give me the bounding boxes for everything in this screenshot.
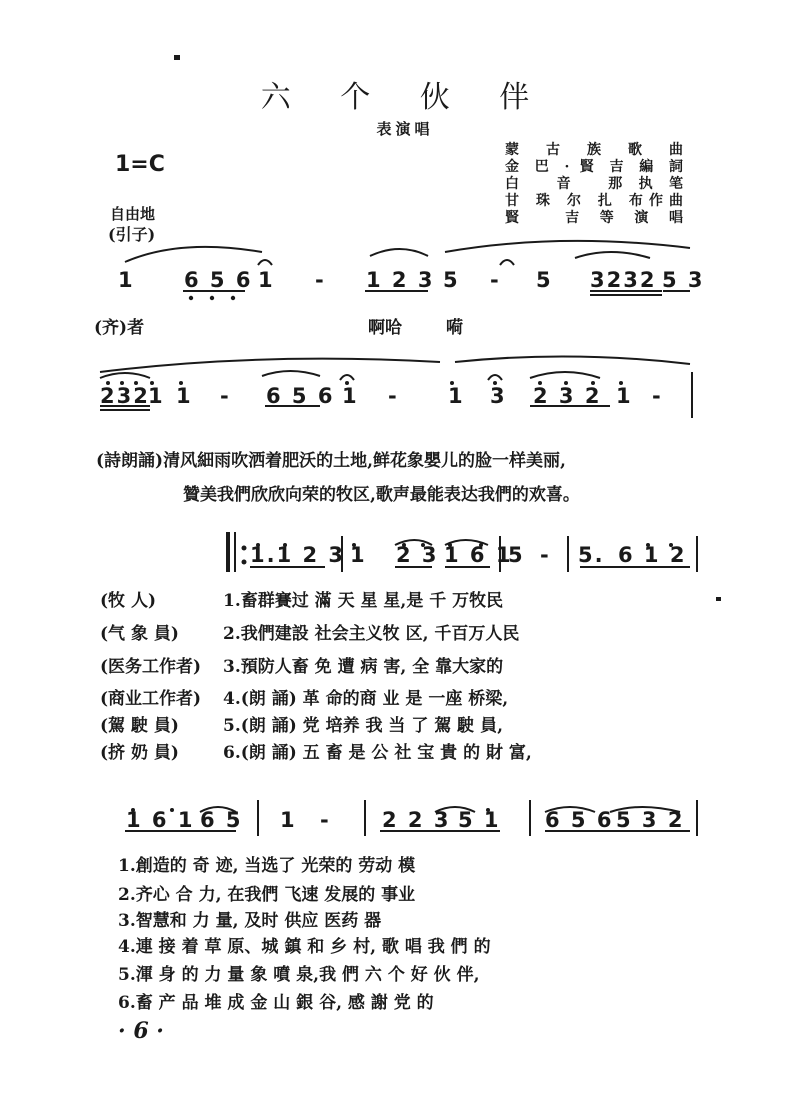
verse-a-note: 1 xyxy=(350,543,367,567)
recitation-line: (詩朗誦)清风細雨吹洒着肥沃的土地,鲜花象嬰儿的脸一样美丽, xyxy=(96,451,566,471)
verse-b-note: 2 2 3 xyxy=(382,808,451,832)
verse-a-text: 6.(朗 誦) 五 畜 是 公 社 宝 貴 的 財 富, xyxy=(223,743,532,763)
credit-line: 賢 吉等演唱 xyxy=(505,210,683,226)
verse-a-text: 2.我們建設 社会主义牧 区, 千百万人民 xyxy=(223,624,520,644)
verse-a-note: 5. xyxy=(578,543,605,567)
verse-b-note: 6 5 xyxy=(200,808,243,832)
verse-b-text: 2.齐心 合 力, 在我們 飞速 发展的 事业 xyxy=(118,885,416,905)
verse-b-note: 1 6 1 xyxy=(126,808,195,832)
intro-label: (引子) xyxy=(108,225,156,244)
song-subtitle: 表演唱 xyxy=(376,120,434,138)
verse-a-note: 5 xyxy=(508,543,525,567)
verse-b-text: 5.渾 身 的 力 量 象 噴 泉,我 們 六 个 好 伙 伴, xyxy=(118,965,480,985)
key-signature: 1=C xyxy=(115,152,165,177)
verse-a-role: (医务工作者) xyxy=(100,657,202,677)
verse-b-text: 1.創造的 奇 迹, 当选了 光荣的 劳动 模 xyxy=(118,856,416,876)
verse-a-note: - xyxy=(540,543,551,567)
verse-b-text: 4.連 接 着 草 原、城 鎮 和 乡 村, 歌 唱 我 們 的 xyxy=(118,937,491,957)
verse-b-text: 3.智慧和 力 量, 及时 供应 医药 器 xyxy=(118,911,382,931)
verse-b-note: 5 3 2 xyxy=(616,808,685,832)
verse-a-role: (牧 人) xyxy=(100,591,157,611)
verse-a-note: 6 1 2 xyxy=(618,543,687,567)
intro-note: - xyxy=(652,384,663,408)
verse-a-role: (商业工作者) xyxy=(100,689,202,709)
credit-line: 金 巴 · 賢 吉 編 詞 xyxy=(505,159,683,175)
intro-note: 5 xyxy=(536,268,553,292)
intro-note: - xyxy=(388,384,399,408)
verse-a-role: (挤 奶 員) xyxy=(100,743,179,763)
intro-note: 5 3 xyxy=(662,268,705,292)
verse-a-text: 3.預防人畜 免 遭 病 害, 全 靠大家的 xyxy=(223,657,504,677)
intro-note: 1 xyxy=(118,268,135,292)
intro-note: 1 xyxy=(176,384,193,408)
verse-b-note: - xyxy=(320,808,331,832)
intro-note: - xyxy=(315,268,326,292)
intro-note: - xyxy=(490,268,501,292)
intro-note: 1 xyxy=(616,384,633,408)
verse-a-note: 1.1 2 3 xyxy=(250,543,346,567)
verse-a-role: (駕 駛 員) xyxy=(100,716,179,736)
verse-a-role: (气 象 員) xyxy=(100,624,179,644)
verse-b-note: 6 5 6 xyxy=(545,808,614,832)
intro-note: 1 xyxy=(342,384,359,408)
verse-a-text: 4.(朗 誦) 革 命的商 业 是 一座 桥梁, xyxy=(223,689,509,709)
credit-line: 蒙 古 族 歌 曲 xyxy=(505,142,683,158)
verse-b-note: 5 1 xyxy=(458,808,501,832)
verse-a-text: 1.畜群賽过 滿 天 星 星,是 千 万牧民 xyxy=(223,591,504,611)
intro-note: 232 xyxy=(100,384,150,408)
tempo-marking: 自由地 xyxy=(110,205,156,223)
verse-a-note: 2 3 xyxy=(396,543,439,567)
intro-note: 3 xyxy=(490,384,507,408)
intro-lyric: (齐)者 xyxy=(94,318,145,338)
intro-note: 1 xyxy=(258,268,275,292)
song-title: 六 个 伙 伴 xyxy=(260,80,550,115)
recitation-line: 贊美我們欣欣向荣的牧区,歌声最能表达我們的欢喜。 xyxy=(183,485,580,505)
intro-note: 3232 xyxy=(590,268,657,292)
credit-line: 甘 珠 尔 扎 布作曲 xyxy=(505,193,683,209)
intro-lyric: 嗬 xyxy=(446,318,463,338)
verse-a-note: 1 6 1 xyxy=(444,543,513,567)
credit-line: 白 音 那执笔 xyxy=(505,176,683,192)
intro-note: 6 5 6 xyxy=(266,384,335,408)
intro-note: 6 5 6 xyxy=(184,268,253,292)
verse-b-text: 6.畜 产 品 堆 成 金 山 銀 谷, 感 謝 党 的 xyxy=(118,993,434,1013)
intro-note: 2 3 2 xyxy=(533,384,602,408)
intro-note: 5 xyxy=(443,268,460,292)
intro-note: 1 xyxy=(448,384,465,408)
verse-b-note: 1 xyxy=(280,808,297,832)
intro-note: 1 xyxy=(148,384,165,408)
intro-note: 1 2 3 xyxy=(366,268,435,292)
intro-note: - xyxy=(220,384,231,408)
intro-lyric: 啊哈 xyxy=(368,318,402,338)
verse-a-text: 5.(朗 誦) 党 培养 我 当 了 駕 駛 員, xyxy=(223,716,504,736)
page-number: · 6 · xyxy=(118,1018,164,1044)
